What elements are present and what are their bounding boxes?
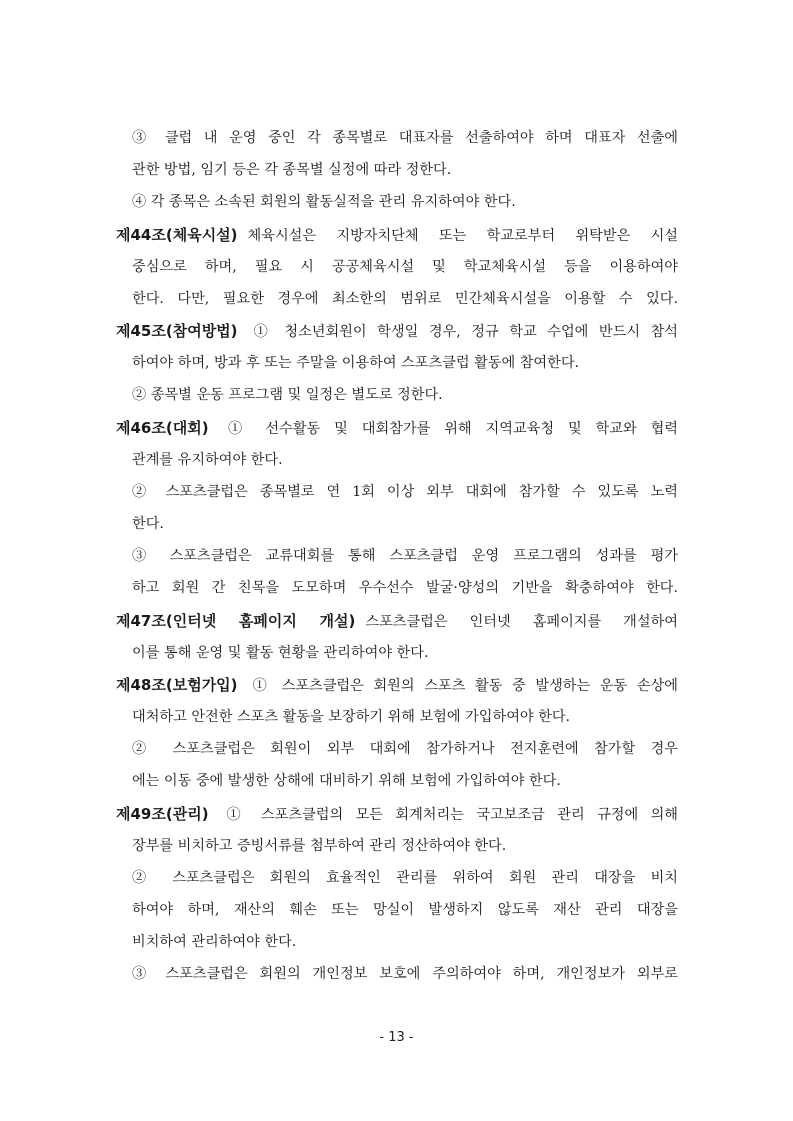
text-line: [132, 514, 164, 534]
text-line: [132, 353, 579, 373]
text-line: [132, 900, 678, 920]
text-line: [132, 482, 678, 502]
page-number: - 13 -: [379, 1030, 414, 1045]
line-text: ① 선수활동 및 대회참가를 위해 지역교육청 및 학교와 협력: [218, 421, 678, 437]
line-text: ① 스포츠클럽의 모든 회계처리는 국고보조금 관리 규정에 의해: [218, 807, 678, 823]
text-line: [132, 160, 451, 180]
line-text: ① 청소년회원이 학생일 경우, 정규 학교 수업에 반드시 참석: [247, 324, 678, 340]
text-line: [132, 771, 561, 791]
article-title: 제45조(참여방법): [116, 322, 238, 340]
article-heading-line: [116, 225, 678, 245]
text-line: [132, 836, 506, 856]
line-text: 대처하고 안전한 스포츠 활동을 보장하기 위해 보험에 가입하여야 한다.: [132, 709, 571, 725]
line-text: ③ 클럽 내 운영 중인 각 종목별로 대표자를 선출하여야 하며 대표자 선출에: [132, 130, 678, 146]
line-text: 비치하여 관리하여야 한다.: [132, 934, 297, 950]
text-line: [132, 257, 678, 277]
text-line: [132, 578, 678, 598]
text-line: [132, 868, 678, 888]
text-line: [132, 128, 678, 148]
line-text: ③ 스포츠클럽은 회원의 개인정보 보호에 주의하여야 하며, 개인정보가 외부로: [132, 966, 678, 982]
article-title: 제47조(인터넷 홈페이지 개설): [116, 612, 356, 630]
line-text: 관계를 유지하여야 한다.: [132, 452, 283, 468]
article-heading-line: [116, 804, 678, 824]
line-text: ① 스포츠클럽은 회원의 스포츠 활동 중 발생하는 운동 손상에: [247, 678, 678, 694]
text-line: [132, 739, 678, 759]
line-text: ② 스포츠클럽은 회원의 효율적인 관리를 위하여 회원 관리 대장을 비치: [132, 870, 678, 886]
line-text: ② 스포츠클럽은 종목별로 연 1회 이상 외부 대회에 참가할 수 있도록 노력: [132, 484, 678, 500]
article-heading-line: [116, 675, 678, 695]
line-text: 중심으로 하며, 필요 시 공공체육시설 및 학교체육시설 등을 이용하여야: [132, 259, 678, 275]
text-line: [132, 932, 296, 952]
line-text: 한다. 다만, 필요한 경우에 최소한의 범위로 민간체육시설을 이용할 수 있다.: [132, 291, 678, 307]
line-text: 에는 이동 중에 발생한 상해에 대비하기 위해 보험에 가입하여야 한다.: [132, 773, 561, 789]
article-heading-line: [116, 611, 678, 631]
article-title: 제49조(관리): [116, 805, 209, 823]
text-line: [132, 385, 443, 405]
text-line: [132, 289, 678, 309]
line-text: ② 스포츠클럽은 회원이 외부 대회에 참가하거나 전지훈련에 참가할 경우: [132, 741, 678, 757]
article-heading-line: [116, 418, 678, 438]
line-text: 장부를 비치하고 증빙서류를 첨부하여 관리 정산하여야 한다.: [132, 838, 507, 854]
line-text: 이를 통해 운영 및 활동 현황을 관리하여야 한다.: [132, 645, 429, 661]
line-text: 한다.: [132, 516, 164, 532]
line-text: 관한 방법, 임기 등은 각 종목별 실정에 따라 정한다.: [132, 162, 452, 178]
text-line: [132, 964, 678, 984]
article-title: 제46조(대회): [116, 419, 209, 437]
line-text: 스포츠클럽은 인터넷 홈페이지를 개설하여: [365, 614, 678, 630]
line-text: ③ 스포츠클럽은 교류대회를 통해 스포츠클럽 운영 프로그램의 성과를 평가: [132, 548, 678, 564]
line-text: ④ 각 종목은 소속된 회원의 활동실적을 관리 유지하여야 한다.: [132, 194, 516, 210]
article-heading-line: [116, 321, 678, 341]
article-title: 제48조(보험가입): [116, 676, 238, 694]
text-line: [132, 546, 678, 566]
text-line: [132, 192, 516, 212]
text-line: [132, 707, 570, 727]
line-text: ② 종목별 운동 프로그램 및 일정은 별도로 정한다.: [132, 387, 443, 403]
line-text: 체육시설은 지방자치단체 또는 학교로부터 위탁받은 시설: [247, 228, 678, 244]
text-line: [132, 450, 283, 470]
line-text: 하여야 하며, 재산의 훼손 또는 망실이 발생하지 않도록 재산 관리 대장을: [132, 902, 678, 918]
article-title: 제44조(체육시설): [116, 226, 238, 244]
line-text: 하고 회원 간 친목을 도모하며 우수선수 발굴·양성의 기반을 확충하여야 한다.: [132, 580, 678, 596]
text-line: [132, 643, 428, 663]
line-text: 하여야 하며, 방과 후 또는 주말을 이용하여 스포츠클럽 활동에 참여한다.: [132, 355, 580, 371]
